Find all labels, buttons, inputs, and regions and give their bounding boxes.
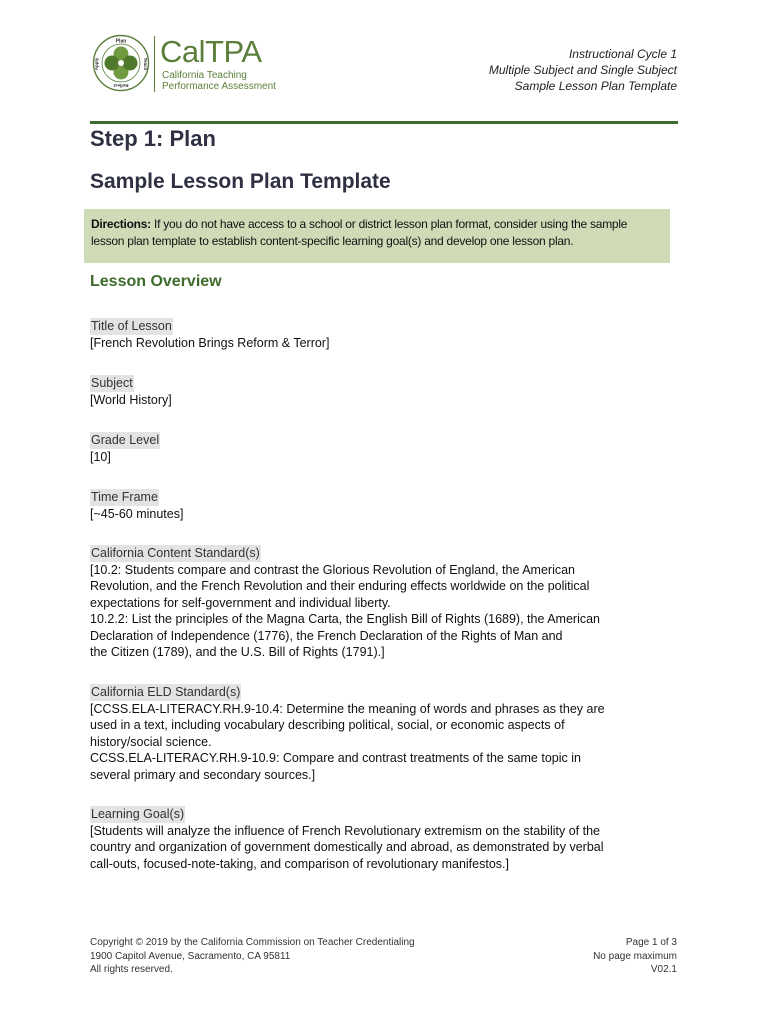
field-eld-standards	[90, 684, 680, 783]
footer-copyright	[90, 936, 415, 977]
footer-page-info	[593, 936, 677, 977]
footer-version: V02.1	[650, 964, 677, 975]
logo-subtitle-line: Performance Assessment	[162, 81, 276, 92]
header-info	[489, 46, 677, 94]
logo-subtitle-line: California Teaching	[162, 70, 247, 81]
step-heading: Step 1: Plan	[90, 126, 216, 151]
field-label: Grade Level	[91, 433, 160, 447]
header-template-name: Sample Lesson Plan Template	[514, 79, 677, 93]
logo-name: CalTPA	[160, 34, 262, 69]
seal-word-teach: Teach	[143, 57, 148, 71]
field-label: California ELD Standard(s)	[91, 685, 241, 699]
document-title: Sample Lesson Plan Template	[90, 170, 391, 193]
lesson-overview-heading: Lesson Overview	[90, 273, 222, 290]
field-label: California Content Standard(s)	[91, 546, 260, 560]
field-value: [10.2: Students compare and contrast the Glorious Revolution of England, the American Revolution, and the French Revolution and their enduring effects worldwide on the political expectations for self-government and individual liberty. 10.2.2: List the principles of the Magna Carta, the English Bill of Rights (1689), the American Declaration of Independence (1776), the French Declaration of the Rights of Man and the Citizen (1789), and the U.S. Bill of Rights (1791).]	[90, 562, 600, 659]
directions-box	[84, 209, 670, 263]
field-value: [World History]	[90, 392, 172, 407]
directions-label: Directions:	[91, 217, 151, 231]
footer-rights: All rights reserved.	[90, 964, 173, 975]
logo-divider	[154, 36, 155, 92]
field-subject	[90, 375, 680, 408]
footer-address: 1900 Capitol Avenue, Sacramento, CA 95811	[90, 950, 291, 962]
field-time-frame	[90, 489, 680, 522]
field-content-standards	[90, 545, 680, 661]
field-label: Title of Lesson	[91, 319, 172, 333]
field-label: Subject	[91, 376, 133, 390]
directions-text: If you do not have access to a school or district lesson plan format, consider using the sample lesson plan template to establish content-specific learning goal(s) and develop one lesson plan.	[91, 217, 628, 248]
field-title-of-lesson	[90, 318, 680, 351]
footer-page-number: Page 1 of 3	[625, 937, 677, 948]
field-value: [French Revolution Brings Reform & Terror]	[90, 335, 330, 350]
header-subject-type: Multiple Subject and Single Subject	[488, 63, 677, 77]
footer-page-limit: No page maximum	[593, 950, 677, 962]
seal-word-apply: Apply	[94, 57, 99, 71]
field-value: [10]	[90, 449, 111, 464]
field-label: Learning Goal(s)	[91, 807, 185, 821]
field-value: [CCSS.ELA-LITERACY.RH.9-10.4: Determine the meaning of words and phrases as they are used in a text, including vocabulary describing political, social, or economic aspects of history/social science. CCSS.ELA-LITERACY.RH.9-10.9: Compare and contrast treatments of the same topic in several primary and secondary sources.]	[90, 701, 605, 782]
field-label: Time Frame	[91, 490, 158, 504]
field-value: [~45-60 minutes]	[90, 506, 184, 521]
caltpa-logo	[92, 34, 292, 98]
seal-word-plan: Plan	[115, 38, 127, 45]
field-value: [Students will analyze the influence of French Revolutionary extremism on the stability of the country and organization of government domestically and abroad, as demonstrated by verbal call-outs, focused-note-taking, and comparison of revolutionary manifestos.]	[90, 823, 604, 871]
field-grade-level	[90, 432, 680, 465]
seal-word-reflect: Reflect	[113, 83, 129, 88]
logo-subtitle	[162, 70, 276, 92]
caltpa-seal-icon	[92, 34, 150, 92]
footer-copyright-line: Copyright © 2019 by the California Commission on Teacher Credentialing	[90, 937, 415, 948]
field-learning-goals	[90, 806, 680, 872]
header-cycle: Instructional Cycle 1	[568, 47, 677, 61]
